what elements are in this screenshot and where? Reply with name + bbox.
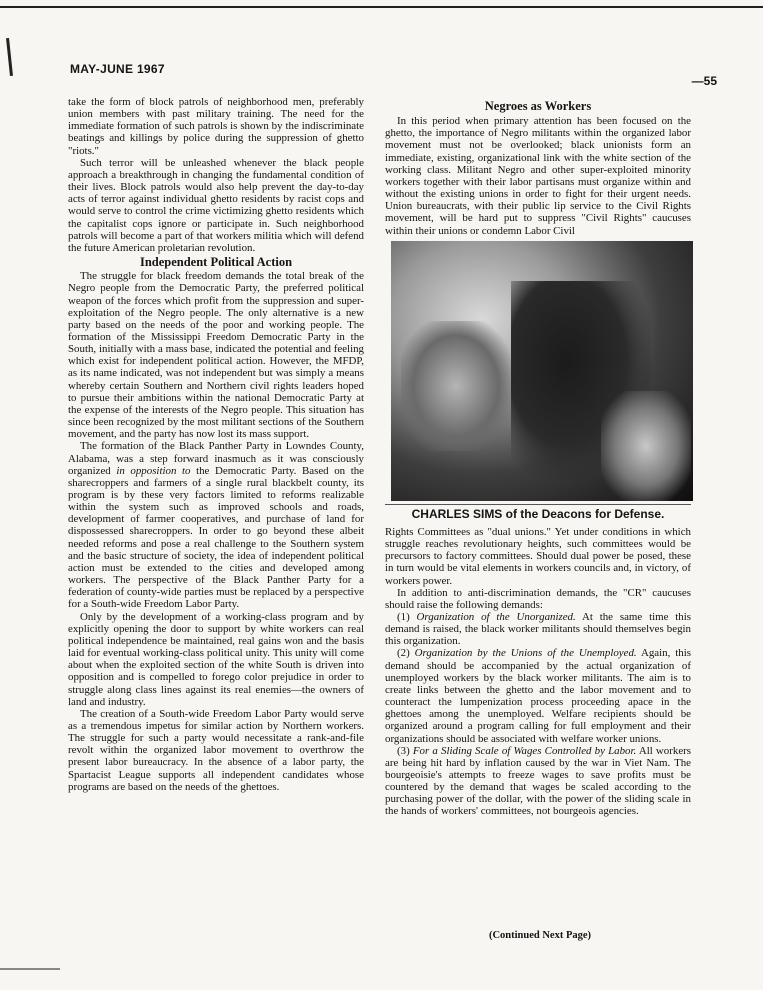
page-number: —55: [691, 74, 717, 88]
photo-caption: CHARLES SIMS of the Deacons for Defense.: [385, 504, 691, 520]
margin-pen-mark: [6, 38, 13, 76]
photo-charles-sims: [391, 241, 693, 501]
section-heading-independent-political-action: Independent Political Action: [139, 255, 293, 270]
section-heading-negroes-as-workers: Negroes as Workers: [484, 99, 592, 113]
italic-run: in opposition to: [116, 464, 191, 477]
top-rule: [0, 6, 763, 8]
right-column: [385, 96, 691, 818]
bottom-scuff-mark: [0, 968, 60, 970]
paragraph: Rights Committees as "dual unions." Yet under conditions in which struggle reaches revolutionary heights, such committees would be precursors to factory committees. Should dual power be posed, these in turn would be vital elements in workers councils and, in victory, of workers power.: [385, 525, 691, 587]
paragraph-lowndes: [68, 440, 364, 610]
demand-3: (3) For a Sliding Scale of Wages Controlled by Labor. All workers are being hit hard by inflation caused by the war in Viet Nam. The bourgeoisie's attempts to freeze wages to save profits must be countered by the demand that wages be scaled according to the purchasing power of the dollar, with the power of the sliding scale in the hands of workers' committees, not bourgeois agencies.: [385, 744, 692, 818]
paragraph: Only by the development of a working-class program and by explicitly opening the door to support by white workers can real political independence be maintained, real gains won and the basis laid for eventual working-class political unity. This unity will come about when the exploited section of the white South is driven into opposition and is compelled to forego color prejudice in order to struggle along class lines against its real enemies—the owners of land and industry.: [68, 610, 364, 708]
demand-1: (1) Organization of the Unorganized. At the same time this demand is raised, the black worker militants should themselves begin this organization.: [385, 610, 692, 648]
paragraph: take the form of block patrols of neighborhood men, preferably union members with past military training. The need for the immediate formation of such patrols is shown by the indiscriminate beatings and killings by police during the suppression of ghetto "riots.": [68, 96, 364, 157]
paragraph: In this period when primary attention has been focused on the ghetto, the importance of Negro militants within the organized labor movement must not be overlooked; black unionists form an immediate, existing, organizational link with the white section of the working class. Militant Negro and other super-exploited minority workers together with their labor partisans must organize within and without the existing unions in order to fight for their urgent needs. Union bureaucrats, with their public lip service to the Civil Rights movement, will be hard put to suppress "Civil Rights" caucuses within their unions or condemn Labor Civil: [385, 115, 691, 237]
paragraph: The creation of a South-wide Freedom Labor Party would serve as a tremendous impetus for similar action by Northern workers. The struggle for such a party would necessitate a rank-and-file revolt within the organized labor movement to overthrow the present labor bureaucracy. In the absence of a labor party, the Spartacist League supports all independent candidates whose programs are based on the needs of the ghettoes.: [68, 707, 364, 793]
text-run: The formation of the Black Panther Party in Lowndes County, Alabama, was a step forward inasmuch as it was consciously organized: [68, 440, 364, 477]
paragraph: Such terror will be unleashed whenever the black people approach a breakthrough in changing the fundamental condition of their lives. Block patrols would also help prevent the day-to-day acts of terror against individual ghetto residents by racist cops and would serve to control the crime victimizing ghetto residents which the capitalist cops ignore or participate in. Such neighborhood patrols will become a part of that workers militia which will defend the future American proletarian revolution.: [68, 156, 364, 254]
paragraph: In addition to anti-discrimination demands, the "CR" caucuses should raise the following demands:: [385, 586, 691, 611]
continued-next-page: (Continued Next Page): [488, 930, 592, 941]
text-run: the Democratic Party. Based on the sharecroppers and farmers of a single rural blackbelt county, its program is by these very factors limited to reforms realizable within the system such as improved schools and roads, development of farmer cooperatives, and purchase of land for dispossessed sharecroppers. In order to go beyond these albeit needed reforms and pose a real challenge to the Southern system and the basic structure of society, the idea of independent political action must be extended to the cities and developed among workers. The perspective of the Black Panther Party for a federation of county-wide parties must be replaced by a perspective for a South-wide Freedom Labor Party.: [68, 464, 365, 611]
left-column: [68, 96, 364, 793]
issue-date: MAY-JUNE 1967: [70, 62, 165, 76]
demand-2: (2) Organization by the Unions of the Unemployed. Again, this demand should be accompanied by the actual organization of unemployed workers by the black worker militants. The aim is to create links between the ghetto and the labor movement and to counteract the lumpenization process proceeding apace in the ghettoes among the unemployed. Welfare recipients should be organized around a program calling for full employment and their organizations should be associated with welfare worker unions.: [385, 647, 692, 745]
paragraph: The struggle for black freedom demands the total break of the Negro people from the Democratic Party, the preferred political weapon of the forces which profit from the suppression and super-exploitation of the Negro people. The only alternative is a new party based on the needs of the poor and working people. The formation of the Mississippi Freedom Democratic Party in the South, initially with a mass base, indicated the potential and feeling which exist for independent political action. However, the MFDP, as its name indicated, was not independent but was simply a means whereby certain Southern and Northern civil rights leaders hoped to pursue their ambitions within the national Democratic Party at the expense of the interests of the Negro people. This situation has since been recognized by the most militant sections of the Southern movement, and the party has now lost its mass support.: [68, 270, 364, 441]
